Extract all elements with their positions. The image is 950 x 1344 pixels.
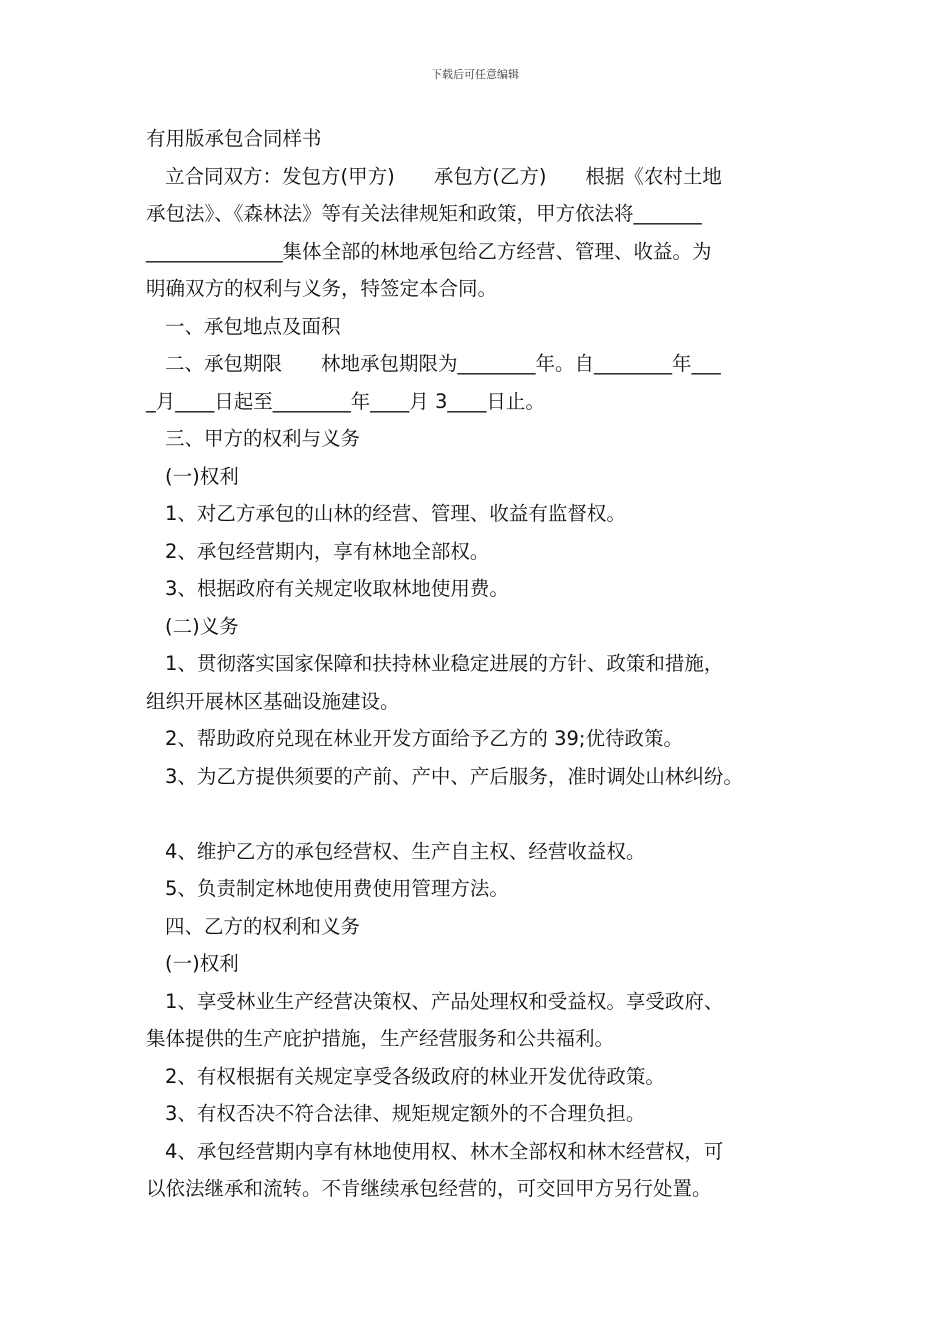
subsection-heading: (一)权利 [165,952,239,975]
paragraph-line: 组织开展林区基础设施建设。 [146,689,400,713]
list-item: 5、负责制定林地使用费使用管理方法。 [165,877,509,900]
paragraph-line: 承包法》、《森林法》等有关法律规矩和政策，甲方依法将_______ [146,202,702,225]
paragraph-line: _月____日起至________年____月 3____日止。 [146,389,545,413]
list-item: 3、根据政府有关规定收取林地使用费。 [165,577,509,600]
list-item: 4、维护乙方的承包经营权、生产自主权、经营收益权。 [165,839,646,863]
blank-line [146,795,826,833]
list-item: 1、贯彻落实国家保障和扶持林业稳定进展的方针、政策和措施， [165,652,724,675]
list-item: 3、为乙方提供须要的产前、产中、产后服务，准时调处山林纠纷。 [165,764,743,788]
list-item: 2、帮助政府兑现在林业开发方面给予乙方的 39;优待政策。 [165,727,683,750]
subsection-heading: (一)权利 [165,464,239,488]
list-item: 1、对乙方承包的山林的经营、管理、收益有监督权。 [165,502,626,525]
paragraph-line: 集体提供的生产庇护措施，生产经营服务和公共福利。 [146,1027,615,1050]
section-heading: 三、甲方的权利与义务 [165,427,361,450]
list-item: 2、有权根据有关规定享受各级政府的林业开发优待政策。 [165,1064,665,1088]
page-header: 下载后可任意编辑 [431,68,519,81]
paragraph-line: 以依法继承和流转。不肯继续承包经营的，可交回甲方另行处置。 [146,1177,712,1200]
contract-body [146,120,826,1208]
paragraph-line: 立合同双方：发包方(甲方) 承包方(乙方) 根据《农村土地 [165,164,722,188]
subsection-heading: (二)义务 [165,614,239,638]
list-item: 1、享受林业生产经营决策权、产品处理权和受益权。享受政府、 [165,989,724,1013]
paragraph-line: 明确双方的权利与义务，特签定本合同。 [146,277,498,300]
list-item: 4、承包经营期内享有林地使用权、林木全部权和林木经营权，可 [165,1139,724,1163]
section-heading: 四、乙方的权利和义务 [165,914,361,938]
paragraph-line: ______________集体全部的林地承包给乙方经营、管理、收益。为 [146,239,712,263]
section-heading: 一、承包地点及面积 [165,314,341,338]
list-item: 3、有权否决不符合法律、规矩规定额外的不合理负担。 [165,1102,646,1125]
list-item: 2、承包经营期内，享有林地全部权。 [165,539,490,563]
section-heading: 二、承包期限 林地承包期限为________年。自________年___ [165,352,721,375]
document-title: 有用版承包合同样书 [146,127,322,150]
